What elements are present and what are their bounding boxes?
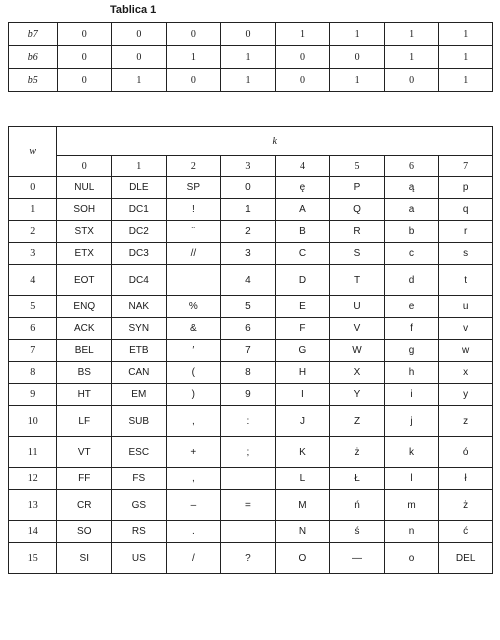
code-cell: Q — [330, 199, 385, 221]
code-cell: L — [275, 468, 330, 490]
bit-value: 0 — [275, 69, 330, 92]
code-cell: 1 — [221, 199, 276, 221]
code-cell: FF — [57, 468, 112, 490]
bit-value: 1 — [166, 46, 221, 69]
code-cell: O — [275, 543, 330, 574]
code-cell: ETX — [57, 243, 112, 265]
code-cell: w — [439, 340, 493, 362]
row-index: 15 — [9, 543, 57, 574]
table-row — [9, 490, 493, 521]
code-cell: ś — [330, 521, 385, 543]
code-cell: l — [384, 468, 439, 490]
bit-value: 1 — [275, 23, 330, 46]
bit-row — [9, 23, 493, 46]
code-cell: . — [166, 521, 221, 543]
code-cell: C — [275, 243, 330, 265]
code-cell: N — [275, 521, 330, 543]
code-cell: 8 — [221, 362, 276, 384]
bit-value: 1 — [221, 46, 276, 69]
table-row — [9, 221, 493, 243]
code-cell: A — [275, 199, 330, 221]
code-cell: U — [330, 296, 385, 318]
code-cell: g — [384, 340, 439, 362]
bit-value: 0 — [112, 23, 167, 46]
code-cell: ł — [439, 468, 493, 490]
column-header: 1 — [112, 156, 167, 177]
code-cell: D — [275, 265, 330, 296]
code-cell: % — [166, 296, 221, 318]
code-cell: GS — [112, 490, 167, 521]
bit-label: b6 — [9, 46, 58, 69]
code-cell: v — [439, 318, 493, 340]
code-cell: V — [330, 318, 385, 340]
code-cell: m — [384, 490, 439, 521]
code-cell: DC1 — [112, 199, 167, 221]
row-index: 4 — [9, 265, 57, 296]
code-cell — [166, 265, 221, 296]
bit-value: 1 — [330, 69, 385, 92]
code-cell: US — [112, 543, 167, 574]
code-cell: // — [166, 243, 221, 265]
bit-value: 0 — [166, 23, 221, 46]
table-row — [9, 521, 493, 543]
code-cell: Ł — [330, 468, 385, 490]
code-cell — [221, 521, 276, 543]
code-cell: f — [384, 318, 439, 340]
code-cell: ( — [166, 362, 221, 384]
column-header: 7 — [439, 156, 493, 177]
column-header: 3 — [221, 156, 276, 177]
code-cell: j — [384, 406, 439, 437]
code-cell: k — [384, 437, 439, 468]
row-index: 5 — [9, 296, 57, 318]
row-index: 12 — [9, 468, 57, 490]
code-cell: P — [330, 177, 385, 199]
code-cell: ż — [439, 490, 493, 521]
code-cell: W — [330, 340, 385, 362]
code-cell: CAN — [112, 362, 167, 384]
bit-value: 0 — [57, 69, 112, 92]
code-cell: BS — [57, 362, 112, 384]
bit-value: 0 — [384, 69, 439, 92]
code-cell: , — [166, 406, 221, 437]
table-row — [9, 362, 493, 384]
table-row — [9, 468, 493, 490]
row-index: 2 — [9, 221, 57, 243]
code-cell: s — [439, 243, 493, 265]
code-cell: Y — [330, 384, 385, 406]
code-cell: G — [275, 340, 330, 362]
code-cell: H — [275, 362, 330, 384]
code-cell: u — [439, 296, 493, 318]
table-row — [9, 340, 493, 362]
bit-value: 1 — [439, 69, 493, 92]
bit-value: 1 — [330, 23, 385, 46]
bit-value: 0 — [112, 46, 167, 69]
code-cell: SUB — [112, 406, 167, 437]
code-cell: CR — [57, 490, 112, 521]
code-cell: e — [384, 296, 439, 318]
code-cell: – — [166, 490, 221, 521]
row-index: 13 — [9, 490, 57, 521]
code-cell: SP — [166, 177, 221, 199]
code-cell: ′ — [166, 340, 221, 362]
code-cell: t — [439, 265, 493, 296]
bit-value: 1 — [221, 69, 276, 92]
table-row — [9, 384, 493, 406]
code-cell: / — [166, 543, 221, 574]
bit-value: 1 — [439, 23, 493, 46]
table-row — [9, 265, 493, 296]
code-cell: ; — [221, 437, 276, 468]
code-cell: VT — [57, 437, 112, 468]
code-cell: ć — [439, 521, 493, 543]
code-cell: = — [221, 490, 276, 521]
code-cell: ż — [330, 437, 385, 468]
code-cell: EOT — [57, 265, 112, 296]
code-cell: p — [439, 177, 493, 199]
column-header: 2 — [166, 156, 221, 177]
bit-row — [9, 46, 493, 69]
code-cell: S — [330, 243, 385, 265]
table-row — [9, 296, 493, 318]
column-group-header: k — [57, 127, 493, 156]
code-cell: 6 — [221, 318, 276, 340]
code-cell: ? — [221, 543, 276, 574]
code-cell: r — [439, 221, 493, 243]
table-row — [9, 243, 493, 265]
code-cell: SO — [57, 521, 112, 543]
code-cell: LF — [57, 406, 112, 437]
code-cell: SYN — [112, 318, 167, 340]
row-index: 11 — [9, 437, 57, 468]
bit-label: b7 — [9, 23, 58, 46]
code-cell: R — [330, 221, 385, 243]
code-cell: c — [384, 243, 439, 265]
table-row — [9, 437, 493, 468]
code-cell: , — [166, 468, 221, 490]
code-cell: M — [275, 490, 330, 521]
code-cell: BEL — [57, 340, 112, 362]
column-header: 0 — [57, 156, 112, 177]
code-cell: DC3 — [112, 243, 167, 265]
code-cell: K — [275, 437, 330, 468]
code-table — [8, 126, 493, 574]
code-cell: i — [384, 384, 439, 406]
code-cell: DC4 — [112, 265, 167, 296]
bit-value: 0 — [221, 23, 276, 46]
table-row — [9, 199, 493, 221]
code-cell: x — [439, 362, 493, 384]
code-cell: RS — [112, 521, 167, 543]
column-header: 4 — [275, 156, 330, 177]
bit-value: 1 — [112, 69, 167, 92]
code-cell: 7 — [221, 340, 276, 362]
bit-value: 1 — [384, 23, 439, 46]
code-cell: EM — [112, 384, 167, 406]
row-index: 0 — [9, 177, 57, 199]
bit-value: 0 — [330, 46, 385, 69]
code-cell: Z — [330, 406, 385, 437]
row-index: 8 — [9, 362, 57, 384]
code-cell: h — [384, 362, 439, 384]
code-cell: ETB — [112, 340, 167, 362]
row-index: 7 — [9, 340, 57, 362]
code-cell: q — [439, 199, 493, 221]
code-cell: b — [384, 221, 439, 243]
code-cell: 5 — [221, 296, 276, 318]
code-cell — [221, 468, 276, 490]
code-cell: n — [384, 521, 439, 543]
code-cell: I — [275, 384, 330, 406]
code-cell: SI — [57, 543, 112, 574]
table-row — [9, 177, 493, 199]
code-cell: DLE — [112, 177, 167, 199]
code-cell: 0 — [221, 177, 276, 199]
row-index-header: w — [9, 127, 57, 177]
code-cell: & — [166, 318, 221, 340]
row-index: 6 — [9, 318, 57, 340]
table-row — [9, 543, 493, 574]
column-header: 5 — [330, 156, 385, 177]
row-index: 9 — [9, 384, 57, 406]
code-cell: ó — [439, 437, 493, 468]
code-cell: ę — [275, 177, 330, 199]
code-cell: F — [275, 318, 330, 340]
code-cell: NAK — [112, 296, 167, 318]
code-cell: STX — [57, 221, 112, 243]
code-cell: 3 — [221, 243, 276, 265]
code-cell: E — [275, 296, 330, 318]
bit-value: 0 — [57, 23, 112, 46]
code-cell: NUL — [57, 177, 112, 199]
bit-row — [9, 69, 493, 92]
code-cell: y — [439, 384, 493, 406]
table-row — [9, 318, 493, 340]
code-cell: HT — [57, 384, 112, 406]
code-cell: X — [330, 362, 385, 384]
bit-value: 1 — [439, 46, 493, 69]
code-cell: J — [275, 406, 330, 437]
bit-header-table — [8, 22, 493, 92]
bit-value: 0 — [57, 46, 112, 69]
code-cell: B — [275, 221, 330, 243]
row-index: 1 — [9, 199, 57, 221]
code-cell: d — [384, 265, 439, 296]
bit-value: 0 — [275, 46, 330, 69]
code-cell: ą — [384, 177, 439, 199]
code-cell: — — [330, 543, 385, 574]
code-cell: ) — [166, 384, 221, 406]
code-cell: T — [330, 265, 385, 296]
code-cell: ! — [166, 199, 221, 221]
code-cell: 4 — [221, 265, 276, 296]
table-title: Tablica 1 — [110, 4, 157, 16]
row-index: 3 — [9, 243, 57, 265]
code-cell: + — [166, 437, 221, 468]
code-cell: FS — [112, 468, 167, 490]
code-cell: a — [384, 199, 439, 221]
column-header: 6 — [384, 156, 439, 177]
code-cell: 9 — [221, 384, 276, 406]
code-cell: DEL — [439, 543, 493, 574]
code-cell: 2 — [221, 221, 276, 243]
code-cell: : — [221, 406, 276, 437]
code-cell: ACK — [57, 318, 112, 340]
code-cell: o — [384, 543, 439, 574]
code-cell: ESC — [112, 437, 167, 468]
bit-label: b5 — [9, 69, 58, 92]
code-cell: ń — [330, 490, 385, 521]
code-cell: SOH — [57, 199, 112, 221]
code-cell: ¨ — [166, 221, 221, 243]
code-cell: ENQ — [57, 296, 112, 318]
bit-value: 0 — [166, 69, 221, 92]
code-cell: z — [439, 406, 493, 437]
code-cell: DC2 — [112, 221, 167, 243]
row-index: 10 — [9, 406, 57, 437]
bit-value: 1 — [384, 46, 439, 69]
table-row — [9, 406, 493, 437]
row-index: 14 — [9, 521, 57, 543]
